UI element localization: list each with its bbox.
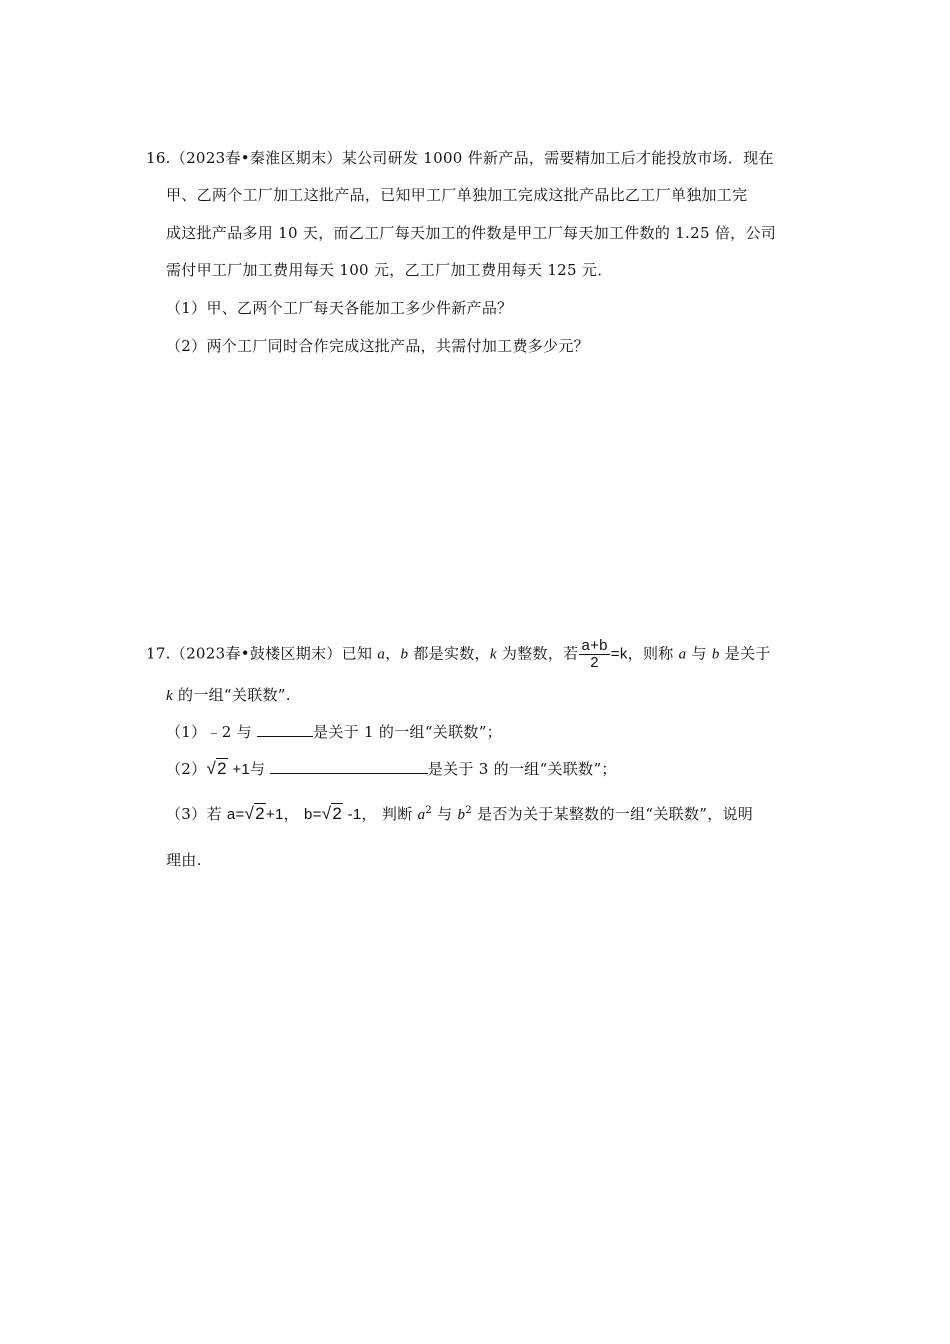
problem-17-part-1 [166,722,502,742]
problem-17-part-2 [166,759,617,780]
var-a: a [678,646,687,663]
fraction-numerator: a+b [581,637,608,654]
text: ，则称 [627,644,679,663]
problem-source: （2023春•鼓楼区期末） [170,644,342,663]
sqrt-2: √2 [206,759,227,778]
problem-17-line-1 [146,638,771,671]
text: 是否为关于某整数的一组“关联数”，说明 [472,805,754,823]
part-label: （1） [166,723,207,741]
var-b: b [400,646,409,663]
text: b= [304,806,322,823]
text: 的一组“关联数”. [172,686,291,704]
radicand: 2 [255,804,265,823]
problem-16-line-2: 甲、乙两个工厂加工这批产品，已知甲工厂单独加工完成这批产品比乙工厂单独加工完 [166,186,748,204]
problem-16-line-4: 需付甲工厂加工费用每天 100 元，乙工厂加工费用每天 125 元． [166,261,613,279]
text: -1， [343,806,377,823]
problem-17-line-2 [166,685,291,706]
problem-16-line-1 [146,148,774,168]
text: +1， [265,806,299,823]
problem-text: 某公司研发 1000 件新产品，需要精加工后才能投放市场．现在 [341,149,774,167]
problem-16-part-1: （1）甲、乙两个工厂每天各能加工多少件新产品？ [166,299,513,317]
fraction-formula [579,638,609,671]
text: 已知 [341,644,378,663]
problem-number: 16. [146,149,171,167]
text: 是关于 [719,644,771,663]
text: ， [385,644,401,663]
var-a: a [417,807,426,823]
problem-16-line-3: 成这批产品多用 10 天，而乙工厂每天加工的件数是甲工厂每天加工件数的 1.25 倍，公司 [166,224,777,242]
sqrt-2: √2 [321,804,343,823]
problem-17-part-3-line-2: 理由. [166,851,202,869]
problem-17-part-3 [166,804,753,825]
text: 与 [432,805,458,823]
superscript: 2 [465,805,472,816]
text: a= [226,806,245,823]
var-a: a [377,646,386,663]
part-label: （3）若 [166,805,227,823]
text: 都是实数， [408,644,490,663]
problem-source: （2023春•秦淮区期末） [170,149,342,167]
problem-number: 17. [146,644,171,663]
text: +1与 [227,761,270,778]
var-k: k [166,688,173,704]
answer-blank-2[interactable] [270,759,428,774]
problem-16-part-2: （2）两个工厂同时合作完成这批产品，共需付加工费多少元？ [166,337,589,355]
text: 判断 [381,805,418,823]
text: ﹣2 与 [206,723,258,741]
radicand: 2 [332,804,343,823]
text: 是关于 3 的一组“关联数”； [427,760,617,778]
text: 是关于 1 的一组“关联数”； [313,723,502,741]
var-b: b [457,807,466,823]
var-k: k [489,646,497,663]
text: 与 [686,644,712,663]
superscript: 2 [425,805,433,816]
equals-k: =k [610,645,628,663]
fraction-denominator: 2 [590,654,599,671]
part-label: （2） [166,760,207,778]
sqrt-2: √2 [244,804,265,823]
answer-blank-1[interactable] [257,722,313,737]
var-b: b [711,646,720,663]
radicand: 2 [217,759,227,778]
text: 为整数，若 [496,644,579,663]
